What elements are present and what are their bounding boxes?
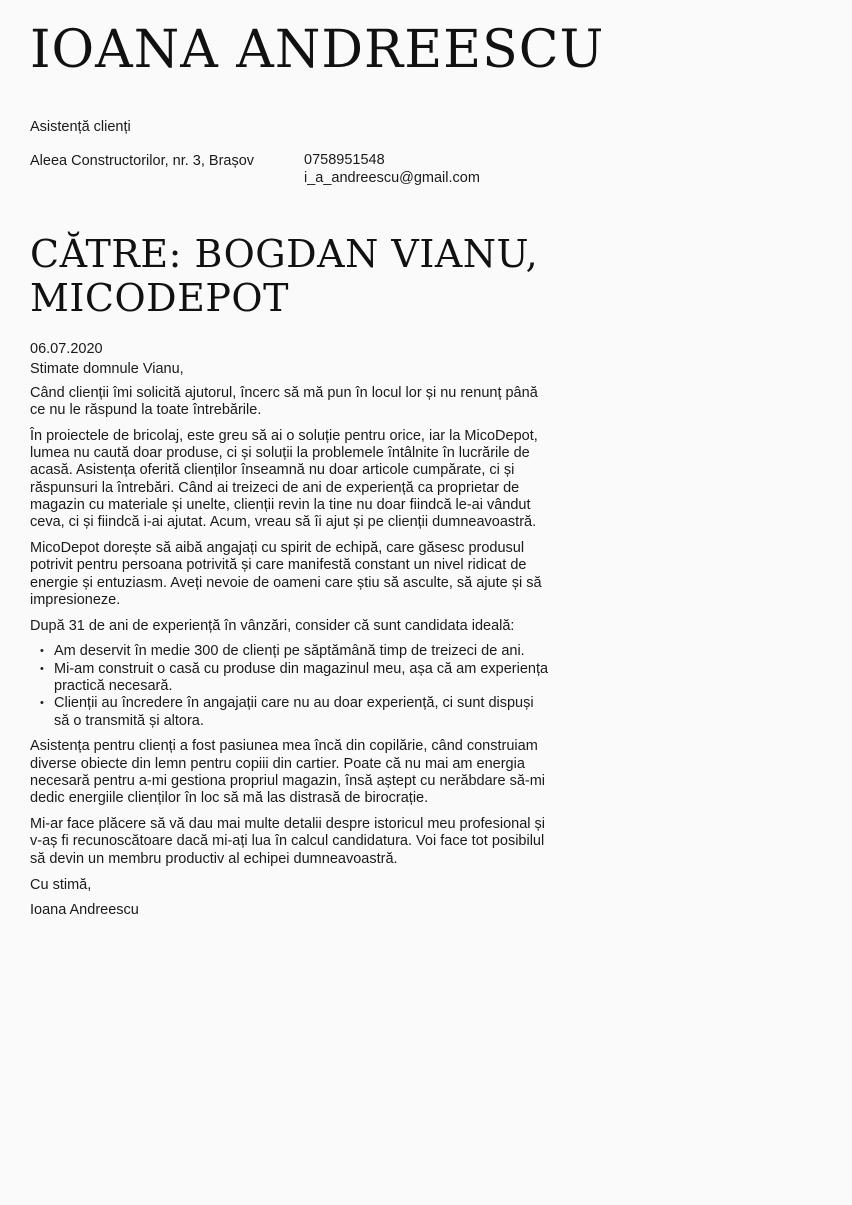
email-address: i_a_andreescu@gmail.com [304,169,480,186]
letter-signature: Ioana Andreescu [30,901,139,918]
recipient-line-2: MICODEPOT [30,276,289,320]
recipient-line-1: CĂTRE: BOGDAN VIANU, [30,232,539,276]
contact-block [304,152,480,187]
achievements-list [30,643,552,729]
letter-paragraph: Asistența pentru clienți a fost pasiunea mea încă din copilărie, când construiam diverse obiecte din lemn pentru copiii din cartier. Poate că nu mai am energia necesară pentru a-mi gestiona propriul magazin, însă aștept cu nerăbdare să-mi dedic energiile clienților în loc să mă las distrasă de birocrație. [30,738,546,807]
job-title: Asistență clienți [30,119,131,135]
letter-paragraph: După 31 de ani de experiență în vânzări, consider că sunt candidata ideală: [30,617,515,634]
recipient-heading [30,232,590,320]
letter-paragraph: MicoDepot dorește să aibă angajați cu spirit de echipă, care găsesc produsul potrivit pentru persoana potrivită și care manifestă constant un nivel ridicat de energie și entuziasm. Aveți nevoie de oameni care știu să asculte, să ajute și să impresioneze. [30,539,542,608]
applicant-name: IOANA ANDREESCU [30,20,605,80]
address: Aleea Constructorilor, nr. 3, Brașov [30,153,255,169]
letter-greeting: Stimate domnule Vianu, [30,361,184,378]
list-item: • Clienții au încredere în angajații care nu au doar experiență, ci sunt dispuși să o transmită și altora. [54,695,552,730]
letter-body [30,341,552,928]
letter-paragraph: În proiectele de bricolaj, este greu să ai o soluție pentru orice, iar la MicoDepot, lumea nu caută doar produse, ci și soluții la problemele întâlnite în lucrările de acasă. Asistența oferită clienților înseamnă nu doar articole cumpărate, ci și răspunsuri la întrebări. Când ai treizeci de ani de experiență ca proprietar de magazin cu materiale și unelte, clienții revin la tine nu doar fiindcă le-ai vândut ceva, ci și fiindcă i-ai ajutat. Acum, vreau să îi ajut și pe clienții dumneavoastră. [30,427,538,531]
letter-date: 06.07.2020 [30,341,103,357]
list-item: • Am deservit în medie 300 de clienți pe săptămână timp de treizeci de ani. [54,643,552,660]
letter-paragraph: Mi-ar face plăcere să vă dau mai multe detalii despre istoricul meu profesional și v-aș fi recunoscătoare dacă mi-ați lua în calcul candidatura. Voi face tot posibilul să devin un membru productiv al echipei dumneavoastră. [30,816,545,867]
letter-paragraph: Când clienții îmi solicită ajutorul, încerc să mă pun în locul lor și nu renunț până ce nu le răspund la toate întrebările. [30,384,538,418]
phone-number: 0758951548 [304,152,385,168]
list-item: • Mi-am construit o casă cu produse din magazinul meu, așa că am experiența practică necesară. [54,661,552,696]
letter-closing: Cu stimă, [30,876,92,893]
